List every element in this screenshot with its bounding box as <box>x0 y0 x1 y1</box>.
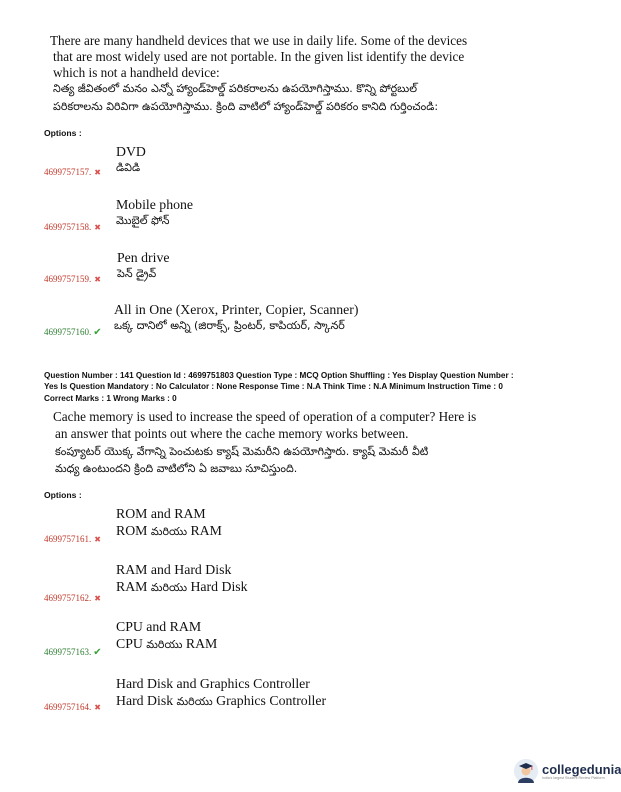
q141-option-2-bilingual: RAM మరియు Hard Disk <box>116 579 248 594</box>
q140-telugu-line-1: నిత్య జీవితంలో మనం ఎన్నో హ్యాండ్‌హెల్డ్ పరికరాలను ఉపయోగిస్తాము. కొన్ని పోర్టబుల్ <box>53 82 418 95</box>
q140-english-line-3: which is not a handheld device: <box>53 65 220 80</box>
correct-mark-icon: ✔ <box>93 327 102 338</box>
q141-option-4-english: Hard Disk and Graphics Controller <box>116 676 310 691</box>
q140-english-line-2: that are most widely used are not portable. In the given list identify the device <box>53 49 465 64</box>
collegedunia-logo <box>514 759 621 783</box>
wrong-mark-icon: ✖ <box>94 168 101 177</box>
logo-wordmark: collegedunia <box>542 761 621 777</box>
q140-option-4-telugu: ఒక్క దానిలో అన్ని (జిరాక్స్, ప్రింటర్, కాపియర్, స్కానర్ <box>114 319 345 332</box>
correct-mark-icon: ✔ <box>93 647 102 658</box>
q140-option-4-id: 4699757160. ✔ <box>44 327 102 338</box>
wrong-mark-icon: ✖ <box>94 223 101 232</box>
q141-option-4-bilingual: Hard Disk మరియు Graphics Controller <box>116 693 327 708</box>
q141-english-line-2: an answer that points out where the cache memory works between. <box>55 426 409 441</box>
q140-telugu-line-2: పరికరాలను విరివిగా ఉపయోగిస్తాము. క్రింది వాటిలో హ్యాండ్‌హెల్డ్ పరికరం కానిది గుర్తించండి: <box>53 100 439 113</box>
q141-meta-line-3: Correct Marks : 1 Wrong Marks : 0 <box>44 394 177 403</box>
wrong-mark-icon: ✖ <box>94 594 101 603</box>
q140-option-4-english: All in One (Xerox, Printer, Copier, Scanner) <box>114 302 359 317</box>
q141-option-3-bilingual: CPU మరియు RAM <box>116 636 218 651</box>
q141-meta-line-2: Yes Is Question Mandatory : No Calculator : None Response Time : N.A Think Time : N.A Minimum Instruction Time : 0 <box>44 382 503 391</box>
q141-english-line-1: Cache memory is used to increase the speed of operation of a computer? Here is <box>53 409 477 424</box>
q140-option-1-telugu: డివిడి <box>116 161 141 174</box>
q140-english-line-1: There are many handheld devices that we use in daily life. Some of the devices <box>50 33 468 48</box>
q140-option-1-english: DVD <box>116 144 146 159</box>
q141-option-3-id: 4699757163. ✔ <box>44 647 102 658</box>
q141-meta-line-1: Question Number : 141 Question Id : 4699751803 Question Type : MCQ Option Shuffling : Yes Display Question Number : <box>44 371 514 380</box>
q140-option-1-id: 4699757157. ✖ <box>44 167 101 177</box>
q140-option-3-telugu: పెన్ డ్రైవ్ <box>117 267 157 280</box>
q140-option-3-english: Pen drive <box>117 250 170 265</box>
q140-options-label: Options : <box>44 128 82 138</box>
q141-telugu-line-1: కంప్యూటర్ యొక్క వేగాన్ని పెంచుటకు క్యాష్ మెమరీని ఉపయోగిస్తారు. క్యాష్ మెమరీ వీటి <box>55 445 429 458</box>
wrong-mark-icon: ✖ <box>94 535 101 544</box>
q141-telugu-line-2: మధ్య ఉంటుందని క్రింది వాటిలోని ఏ జవాబు సూచిస్తుంది. <box>55 462 298 475</box>
q140-option-2-id: 4699757158. ✖ <box>44 222 101 232</box>
q140-option-2-english: Mobile phone <box>116 197 194 212</box>
wrong-mark-icon: ✖ <box>94 275 101 284</box>
q141-option-1-english: ROM and RAM <box>116 506 206 521</box>
q141-option-3-english: CPU and RAM <box>116 619 202 634</box>
q141-option-1-bilingual: ROM మరియు RAM <box>116 523 222 538</box>
logo-tagline: India's largest Student Review Platform <box>542 775 605 780</box>
q141-option-2-english: RAM and Hard Disk <box>116 562 232 577</box>
q141-options-label: Options : <box>44 490 82 500</box>
q141-option-1-id: 4699757161. ✖ <box>44 534 101 544</box>
q141-option-2-id: 4699757162. ✖ <box>44 593 101 603</box>
q140-option-2-telugu: మొబైల్ ఫోన్ <box>116 214 170 227</box>
q140-option-3-id: 4699757159. ✖ <box>44 274 101 284</box>
q141-option-4-id: 4699757164. ✖ <box>44 702 101 712</box>
student-avatar-icon <box>514 759 538 783</box>
wrong-mark-icon: ✖ <box>94 703 101 712</box>
